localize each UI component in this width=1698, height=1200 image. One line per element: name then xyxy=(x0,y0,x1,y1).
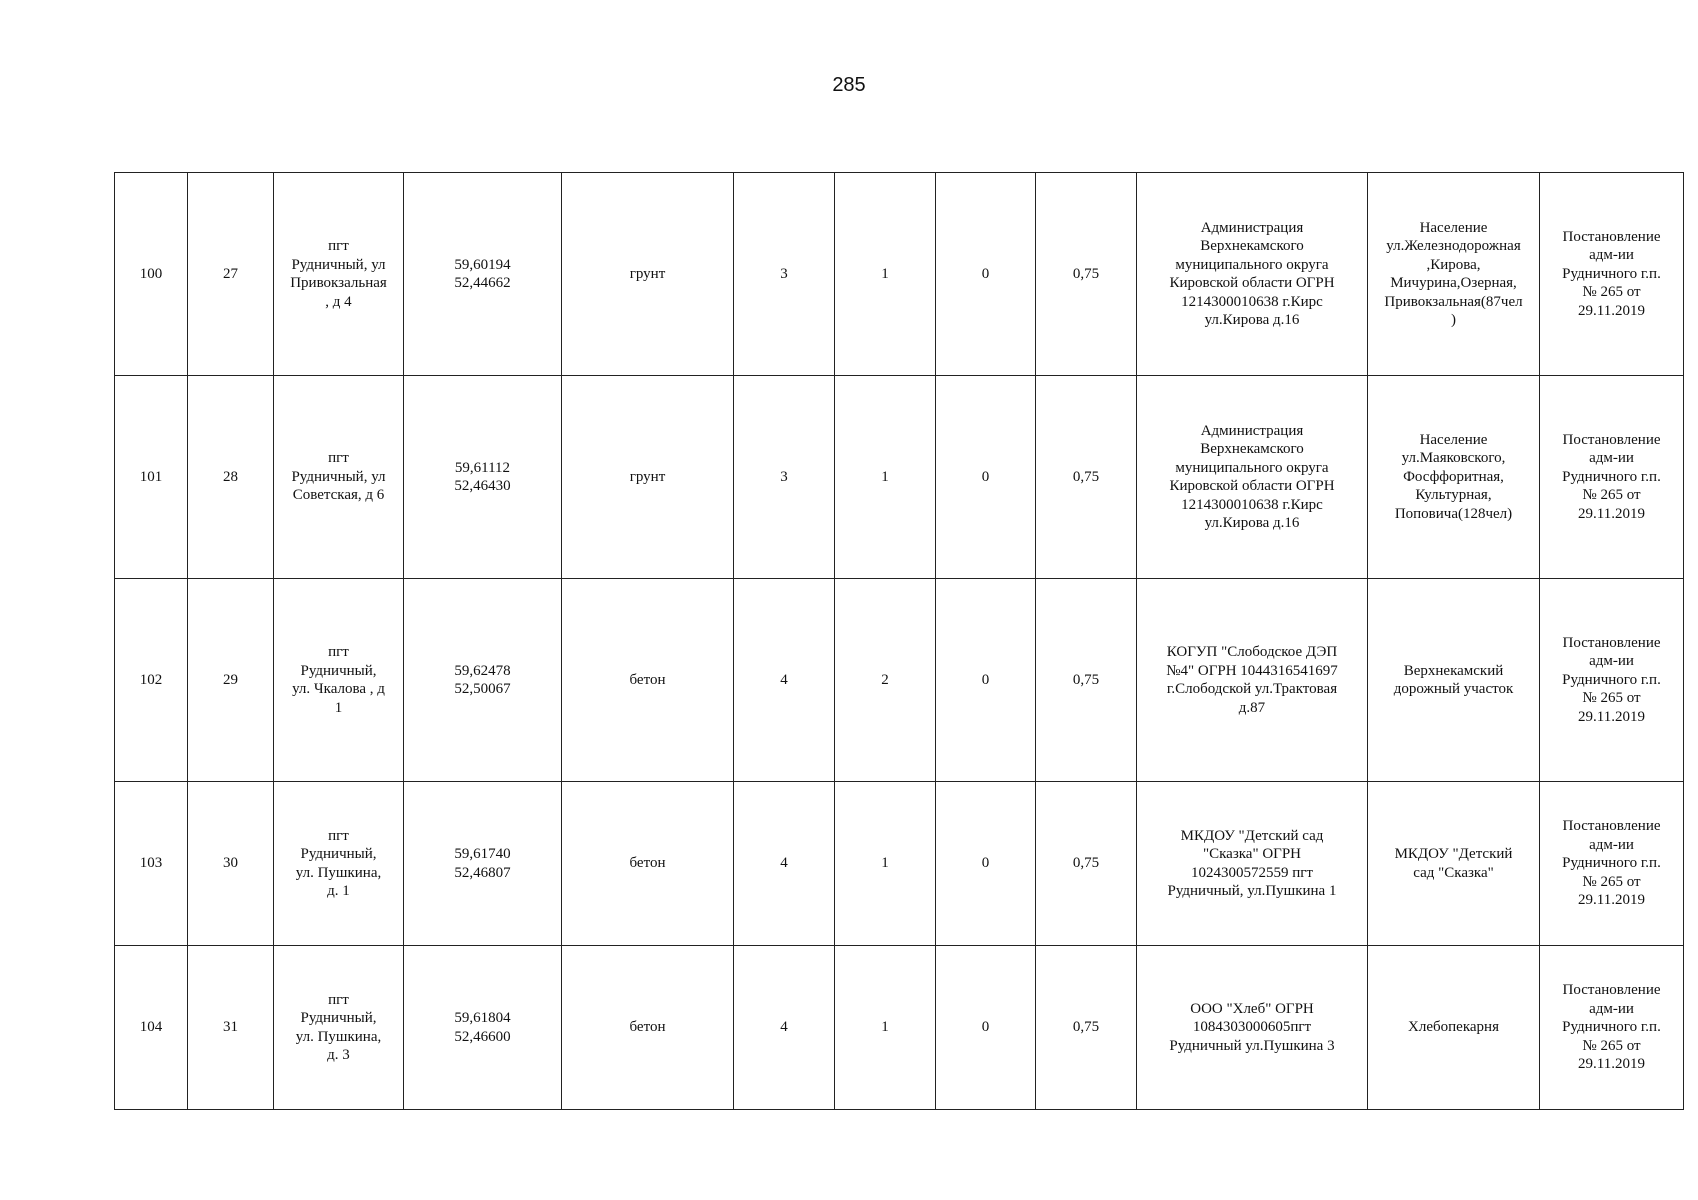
basis-cell: Постановление адм-ии Рудничного г.п. № 265 от 29.11.2019 xyxy=(1540,579,1684,782)
value-cell: 0 xyxy=(936,946,1036,1110)
value-cell: 1 xyxy=(835,946,936,1110)
coordinates-cell: 59,61112 52,46430 xyxy=(404,376,562,579)
value-cell: 4 xyxy=(734,782,835,946)
owner-cell: МКДОУ "Детский сад "Сказка" ОГРН 1024300572559 пгт Рудничный, ул.Пушкина 1 xyxy=(1137,782,1368,946)
coordinates-cell: 59,61740 52,46807 xyxy=(404,782,562,946)
table-row xyxy=(115,579,1684,782)
address-cell: пгт Рудничный, ул. Пушкина, д. 1 xyxy=(274,782,404,946)
served-cell: Население ул.Маяковского, Фосффоритная, Культурная, Поповича(128чел) xyxy=(1368,376,1540,579)
served-cell: Население ул.Железнодорожная ,Кирова, Мичурина,Озерная, Привокзальная(87чел ) xyxy=(1368,173,1540,376)
table-row xyxy=(115,376,1684,579)
basis-cell: Постановление адм-ии Рудничного г.п. № 265 от 29.11.2019 xyxy=(1540,173,1684,376)
owner-cell: Администрация Верхнекамского муниципального округа Кировской области ОГРН 1214300010638 г.Кирс ул.Кирова д.16 xyxy=(1137,173,1368,376)
value-cell: 0,75 xyxy=(1036,946,1137,1110)
page-number: 285 xyxy=(832,74,866,96)
sub-number-cell: 29 xyxy=(188,579,274,782)
value-cell: 1 xyxy=(835,376,936,579)
coordinates-cell: 59,60194 52,44662 xyxy=(404,173,562,376)
surface-cell: бетон xyxy=(562,782,734,946)
row-number-cell: 103 xyxy=(115,782,188,946)
address-cell: пгт Рудничный, ул Советская, д 6 xyxy=(274,376,404,579)
table-row xyxy=(115,946,1684,1110)
value-cell: 0 xyxy=(936,782,1036,946)
row-number-cell: 104 xyxy=(115,946,188,1110)
surface-cell: грунт xyxy=(562,173,734,376)
row-number-cell: 100 xyxy=(115,173,188,376)
address-cell: пгт Рудничный, ул. Чкалова , д 1 xyxy=(274,579,404,782)
row-number-cell: 101 xyxy=(115,376,188,579)
value-cell: 0 xyxy=(936,579,1036,782)
value-cell: 0 xyxy=(936,173,1036,376)
value-cell: 1 xyxy=(835,782,936,946)
address-cell: пгт Рудничный, ул. Пушкина, д. 3 xyxy=(274,946,404,1110)
table-row xyxy=(115,782,1684,946)
sub-number-cell: 28 xyxy=(188,376,274,579)
served-cell: МКДОУ "Детский сад "Сказка" xyxy=(1368,782,1540,946)
value-cell: 0,75 xyxy=(1036,579,1137,782)
value-cell: 0 xyxy=(936,376,1036,579)
value-cell: 3 xyxy=(734,173,835,376)
value-cell: 2 xyxy=(835,579,936,782)
sub-number-cell: 27 xyxy=(188,173,274,376)
row-number-cell: 102 xyxy=(115,579,188,782)
sub-number-cell: 30 xyxy=(188,782,274,946)
sub-number-cell: 31 xyxy=(188,946,274,1110)
value-cell: 3 xyxy=(734,376,835,579)
value-cell: 4 xyxy=(734,946,835,1110)
value-cell: 0,75 xyxy=(1036,376,1137,579)
basis-cell: Постановление адм-ии Рудничного г.п. № 265 от 29.11.2019 xyxy=(1540,946,1684,1110)
surface-cell: бетон xyxy=(562,946,734,1110)
surface-cell: бетон xyxy=(562,579,734,782)
coordinates-cell: 59,61804 52,46600 xyxy=(404,946,562,1110)
table-row xyxy=(115,173,1684,376)
served-cell: Хлебопекарня xyxy=(1368,946,1540,1110)
coordinates-cell: 59,62478 52,50067 xyxy=(404,579,562,782)
served-cell: Верхнекамский дорожный участок xyxy=(1368,579,1540,782)
basis-cell: Постановление адм-ии Рудничного г.п. № 265 от 29.11.2019 xyxy=(1540,376,1684,579)
value-cell: 0,75 xyxy=(1036,782,1137,946)
value-cell: 0,75 xyxy=(1036,173,1137,376)
basis-cell: Постановление адм-ии Рудничного г.п. № 265 от 29.11.2019 xyxy=(1540,782,1684,946)
surface-cell: грунт xyxy=(562,376,734,579)
address-cell: пгт Рудничный, ул Привокзальная , д 4 xyxy=(274,173,404,376)
registry-table xyxy=(114,172,1684,1110)
value-cell: 4 xyxy=(734,579,835,782)
owner-cell: КОГУП "Слободское ДЭП №4" ОГРН 1044316541697 г.Слободской ул.Трактовая д.87 xyxy=(1137,579,1368,782)
value-cell: 1 xyxy=(835,173,936,376)
owner-cell: Администрация Верхнекамского муниципального округа Кировской области ОГРН 1214300010638 г.Кирс ул.Кирова д.16 xyxy=(1137,376,1368,579)
owner-cell: ООО "Хлеб" ОГРН 1084303000605пгт Рудничный ул.Пушкина 3 xyxy=(1137,946,1368,1110)
